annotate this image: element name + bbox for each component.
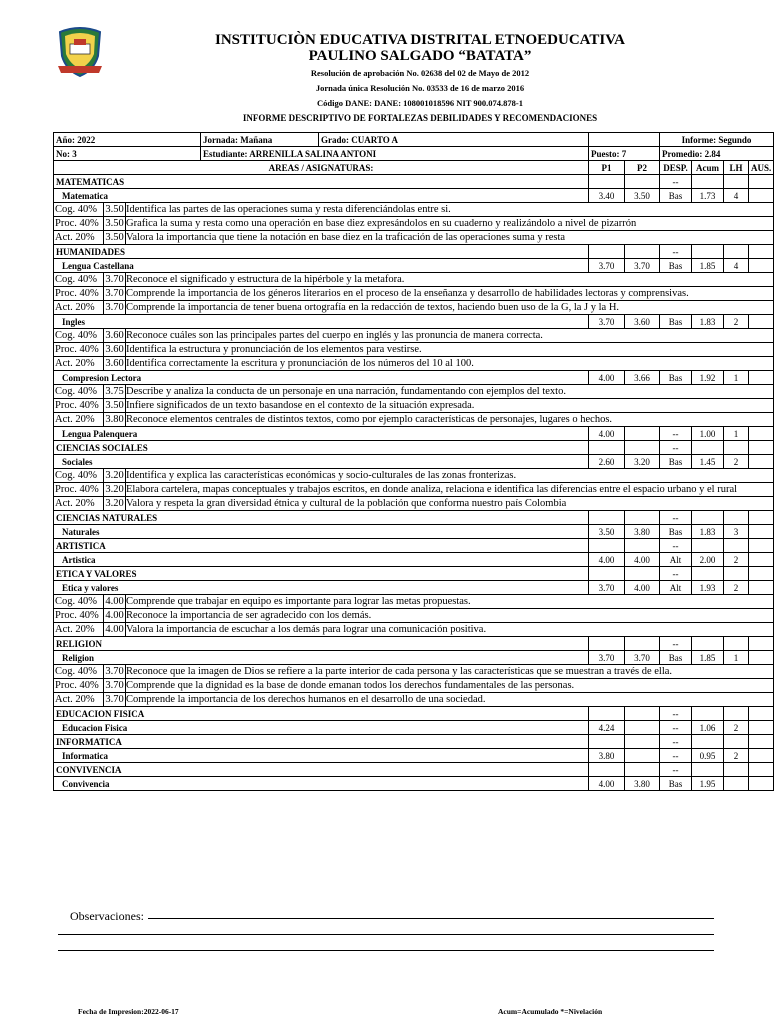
- descriptor-score: 3.60: [105, 357, 124, 369]
- dane-code-text: Código DANE: DANE: 108001018596 NIT 900.074.878-1: [317, 98, 523, 108]
- descriptor-weight: Act. 20%: [54, 357, 104, 371]
- acum-cell: 1.92: [692, 371, 724, 385]
- descriptor-weight: Proc. 40%: [54, 483, 104, 497]
- descriptor-score: 3.70: [105, 273, 124, 285]
- p1-cell: 3.70: [589, 259, 625, 273]
- p1-cell: 4.00: [589, 777, 625, 791]
- position-cell: Puesto: 7: [589, 147, 660, 161]
- descriptor-text: Comprende que la dignidad es la base de donde emanan todos los derechos fundamentales de las personas.: [126, 679, 774, 693]
- area-row: [54, 175, 774, 189]
- descriptor-text: Comprende que trabajar en equipo es importante para lograr las metas propuestas.: [126, 595, 774, 609]
- desp-cell: Bas: [660, 315, 692, 329]
- subject-row: [54, 455, 774, 469]
- descriptor-weight: Cog. 40%: [54, 385, 104, 399]
- descriptor-text: Grafica la suma y resta como una operación en base diez expresándolos en su cuaderno y realizándolo a nivel de pizarrón: [126, 217, 774, 231]
- lh-cell: 4: [724, 189, 749, 203]
- lh-cell: 4: [724, 259, 749, 273]
- p2-cell: [625, 511, 660, 525]
- aus-cell: [749, 441, 774, 455]
- subject-row: [54, 315, 774, 329]
- aus-cell: [749, 539, 774, 553]
- lh-cell: 1: [724, 427, 749, 441]
- desp-cell: --: [660, 749, 692, 763]
- p2-cell: 3.80: [625, 777, 660, 791]
- report-title: INFORME DESCRIPTIVO DE FORTALEZAS DEBILIDADES Y RECOMENDACIONES: [242, 113, 598, 123]
- acum-cell: [692, 511, 724, 525]
- desp-cell: --: [660, 567, 692, 581]
- descriptor-weight: Proc. 40%: [54, 343, 104, 357]
- aus-cell: [749, 749, 774, 763]
- aus-cell: [749, 455, 774, 469]
- p2-cell: 4.00: [625, 553, 660, 567]
- subject-name: Artistica: [54, 553, 589, 567]
- desp-cell: --: [660, 763, 692, 777]
- acum-cell: [692, 707, 724, 721]
- descriptor-weight: Proc. 40%: [54, 217, 104, 231]
- lh-header: LH: [724, 161, 749, 175]
- p1-cell: [589, 707, 625, 721]
- aus-cell: [749, 427, 774, 441]
- desp-cell: --: [660, 735, 692, 749]
- descriptor-row: [54, 343, 774, 357]
- lh-cell: [724, 539, 749, 553]
- descriptor-weight: Act. 20%: [54, 231, 104, 245]
- area-name: RELIGION: [54, 637, 589, 651]
- area-name: EDUCACION FISICA: [54, 707, 589, 721]
- lh-cell: 2: [724, 721, 749, 735]
- subject-row: [54, 721, 774, 735]
- p2-cell: [625, 245, 660, 259]
- desp-cell: Bas: [660, 371, 692, 385]
- jornada-resolution-text: Jornada única Resolución No. 03533 de 16 de marzo 2016: [315, 83, 525, 93]
- acum-cell: 0.95: [692, 749, 724, 763]
- descriptor-row: [54, 301, 774, 315]
- descriptor-score: 3.50: [105, 203, 124, 215]
- desp-cell: --: [660, 721, 692, 735]
- descriptor-text: Elabora cartelera, mapas conceptuales y trabajos escritos, en donde analiza, relaciona e identifica las diferencias entre el espacio urbano y el rural: [126, 483, 774, 497]
- report-period-cell: Informe: Segundo: [660, 133, 774, 147]
- subject-name: Matematica: [54, 189, 589, 203]
- aus-cell: [749, 553, 774, 567]
- subject-name: Etica y valores: [54, 581, 589, 595]
- aus-cell: [749, 315, 774, 329]
- subject-name: Lengua Castellana: [54, 259, 589, 273]
- descriptor-row: [54, 217, 774, 231]
- number-cell: No: 3: [54, 147, 201, 161]
- descriptor-weight: Act. 20%: [54, 413, 104, 427]
- descriptor-weight: Proc. 40%: [54, 679, 104, 693]
- descriptor-weight: Cog. 40%: [54, 665, 104, 679]
- desp-cell: --: [660, 175, 692, 189]
- subject-name: Lengua Palenquera: [54, 427, 589, 441]
- desp-cell: Bas: [660, 259, 692, 273]
- descriptor-row: [54, 385, 774, 399]
- descriptor-row: [54, 413, 774, 427]
- jornada-cell: Jornada: Mañana: [201, 133, 319, 147]
- area-name: HUMANIDADES: [54, 245, 589, 259]
- subject-row: [54, 651, 774, 665]
- descriptor-text: Reconoce elementos centrales de distintos textos, como por ejemplo características de personajes, lugares o hechos.: [126, 413, 774, 427]
- desp-cell: --: [660, 511, 692, 525]
- p2-cell: 3.70: [625, 651, 660, 665]
- descriptor-weight: Act. 20%: [54, 693, 104, 707]
- subject-row: [54, 259, 774, 273]
- aus-cell: [749, 371, 774, 385]
- acum-cell: 1.85: [692, 651, 724, 665]
- descriptor-weight: Proc. 40%: [54, 609, 104, 623]
- desp-cell: Alt: [660, 553, 692, 567]
- desp-cell: --: [660, 637, 692, 651]
- area-row: [54, 637, 774, 651]
- descriptor-row: [54, 609, 774, 623]
- lh-cell: [724, 567, 749, 581]
- p2-cell: [625, 567, 660, 581]
- desp-cell: Bas: [660, 525, 692, 539]
- p1-cell: [589, 637, 625, 651]
- desp-header: DESP.: [660, 161, 692, 175]
- subject-row: [54, 371, 774, 385]
- descriptor-weight: Proc. 40%: [54, 399, 104, 413]
- descriptor-text: Comprende la importancia de los géneros literarios en el proceso de la enseñanza y desarrollo de habilidades lectoras y comprensivas.: [126, 287, 774, 301]
- descriptor-row: [54, 399, 774, 413]
- lh-cell: [724, 707, 749, 721]
- subject-name: Compresion Lectora: [54, 371, 589, 385]
- aus-cell: [749, 651, 774, 665]
- acum-cell: 2.00: [692, 553, 724, 567]
- observations-line-2: [58, 934, 714, 935]
- descriptor-row: [54, 273, 774, 287]
- lh-cell: 1: [724, 651, 749, 665]
- descriptor-row: [54, 693, 774, 707]
- acum-cell: 1.93: [692, 581, 724, 595]
- descriptor-weight: Act. 20%: [54, 623, 104, 637]
- p1-cell: 3.80: [589, 749, 625, 763]
- aus-cell: [749, 581, 774, 595]
- subject-name: Ingles: [54, 315, 589, 329]
- acum-cell: 1.00: [692, 427, 724, 441]
- p1-cell: 4.00: [589, 427, 625, 441]
- aus-cell: [749, 245, 774, 259]
- legend-text: Acum=Acumulado *=Nivelación: [498, 1007, 603, 1016]
- lh-cell: 2: [724, 749, 749, 763]
- descriptor-score: 3.80: [105, 413, 124, 425]
- p2-cell: [625, 441, 660, 455]
- descriptor-weight: Proc. 40%: [54, 287, 104, 301]
- descriptor-text: Reconoce cuáles son las principales partes del cuerpo en inglés y las pronuncia de manera correcta.: [126, 329, 774, 343]
- aus-cell: [749, 189, 774, 203]
- descriptor-weight: Act. 20%: [54, 497, 104, 511]
- p1-cell: 4.00: [589, 371, 625, 385]
- acum-header: Acum: [692, 161, 724, 175]
- area-row: [54, 441, 774, 455]
- descriptor-score: 3.20: [105, 469, 124, 481]
- descriptor-text: Valora y respeta la gran diversidad étnica y cultural de la población que conforma nuestro país Colombia: [126, 497, 774, 511]
- p2-cell: 3.20: [625, 455, 660, 469]
- p1-cell: 3.50: [589, 525, 625, 539]
- desp-cell: --: [660, 707, 692, 721]
- aus-cell: [749, 511, 774, 525]
- subject-name: Educacion Fisica: [54, 721, 589, 735]
- acum-cell: [692, 763, 724, 777]
- p1-cell: [589, 567, 625, 581]
- descriptor-text: Comprende la importancia de tener buena ortografía en la redacción de textos, haciendo buen uso de la G, la J y la H.: [126, 301, 774, 315]
- descriptor-text: Reconoce que la imagen de Dios se refiere a la parte interior de cada persona y las características que se muestran a través de ella.: [126, 665, 774, 679]
- p2-cell: [625, 175, 660, 189]
- descriptor-weight: Act. 20%: [54, 301, 104, 315]
- descriptor-weight: Cog. 40%: [54, 469, 104, 483]
- descriptor-score: 3.70: [105, 287, 124, 299]
- year-cell: Año: 2022: [54, 133, 201, 147]
- descriptor-score: 3.20: [105, 483, 124, 495]
- descriptor-text: Infiere significados de un texto basandose en el contexto de la situación expresada.: [126, 399, 774, 413]
- descriptor-text: Identifica y explica las características económicas y socio-culturales de las zonas fronterizas.: [126, 469, 774, 483]
- p2-cell: 3.50: [625, 189, 660, 203]
- area-name: CIENCIAS NATURALES: [54, 511, 589, 525]
- descriptor-score: 3.70: [105, 301, 124, 313]
- student-cell: Estudiante: ARRENILLA SALINA ANTONI: [201, 147, 589, 161]
- area-name: ARTISTICA: [54, 539, 589, 553]
- p1-cell: 3.70: [589, 651, 625, 665]
- acum-cell: 1.45: [692, 455, 724, 469]
- acum-cell: 1.83: [692, 315, 724, 329]
- lh-cell: 2: [724, 581, 749, 595]
- descriptor-score: 3.60: [105, 343, 124, 355]
- descriptor-score: 3.70: [105, 693, 124, 705]
- descriptor-text: Valora la importancia de escuchar a los demás para lograr una comunicación positiva.: [126, 623, 774, 637]
- p1-cell: 4.00: [589, 553, 625, 567]
- lh-cell: 2: [724, 455, 749, 469]
- desp-cell: Bas: [660, 777, 692, 791]
- lh-cell: [724, 245, 749, 259]
- descriptor-text: Identifica la estructura y pronunciación de los elementos para vestirse.: [126, 343, 774, 357]
- desp-cell: --: [660, 245, 692, 259]
- acum-cell: 1.95: [692, 777, 724, 791]
- area-name: INFORMATICA: [54, 735, 589, 749]
- descriptor-text: Comprende la importancia de los derechos humanos en el desarrollo de una sociedad.: [126, 693, 774, 707]
- descriptor-score: 3.70: [105, 665, 124, 677]
- p1-cell: [589, 735, 625, 749]
- aus-cell: [749, 175, 774, 189]
- area-row: [54, 567, 774, 581]
- desp-cell: Bas: [660, 189, 692, 203]
- observations-label: Observaciones:: [70, 909, 144, 923]
- acum-cell: [692, 245, 724, 259]
- area-row: [54, 245, 774, 259]
- institution-name: INSTITUCIÒN EDUCATIVA DISTRITAL ETNOEDUCATIVA: [215, 32, 625, 48]
- descriptor-text: Valora la importancia que tiene la notación en base diez en la traficación de las operaciones suma y resta: [126, 231, 774, 245]
- acum-cell: [692, 735, 724, 749]
- areas-header: AREAS / ASIGNATURAS:: [54, 161, 589, 175]
- subject-row: [54, 525, 774, 539]
- descriptor-row: [54, 329, 774, 343]
- descriptor-row: [54, 203, 774, 217]
- p1-cell: [589, 245, 625, 259]
- descriptor-row: [54, 483, 774, 497]
- acum-cell: [692, 175, 724, 189]
- descriptor-score: 3.50: [105, 399, 124, 411]
- aus-header: AUS.: [749, 161, 774, 175]
- descriptor-row: [54, 497, 774, 511]
- descriptor-row: [54, 287, 774, 301]
- desp-cell: Bas: [660, 455, 692, 469]
- descriptor-row: [54, 679, 774, 693]
- subject-row: [54, 427, 774, 441]
- area-row: [54, 539, 774, 553]
- descriptor-text: Reconoce el significado y estructura de la hipérbole y la metafora.: [126, 273, 774, 287]
- area-row: [54, 707, 774, 721]
- acum-cell: [692, 539, 724, 553]
- aus-cell: [749, 777, 774, 791]
- lh-cell: [724, 763, 749, 777]
- descriptor-text: Describe y analiza la conducta de un personaje en una narración, fundamentando con ejemplos del texto.: [126, 385, 774, 399]
- p2-cell: [625, 763, 660, 777]
- descriptor-row: [54, 595, 774, 609]
- lh-cell: [724, 637, 749, 651]
- aus-cell: [749, 707, 774, 721]
- school-crest-logo: [54, 26, 106, 78]
- acum-cell: [692, 637, 724, 651]
- aus-cell: [749, 721, 774, 735]
- descriptor-text: Reconoce la importancia de ser agradecido con los demás.: [126, 609, 774, 623]
- descriptor-weight: Cog. 40%: [54, 203, 104, 217]
- p1-cell: 4.24: [589, 721, 625, 735]
- p2-cell: [625, 749, 660, 763]
- subject-name: Convivencia: [54, 777, 589, 791]
- descriptor-row: [54, 357, 774, 371]
- p2-cell: [625, 539, 660, 553]
- p1-cell: [589, 763, 625, 777]
- acum-cell: 1.73: [692, 189, 724, 203]
- resolution-text: Resolución de aprobación No. 02638 del 02 de Mayo de 2012: [310, 68, 530, 78]
- area-name: MATEMATICAS: [54, 175, 589, 189]
- desp-cell: --: [660, 427, 692, 441]
- p1-cell: 3.70: [589, 315, 625, 329]
- p2-cell: [625, 427, 660, 441]
- subject-row: [54, 581, 774, 595]
- lh-cell: [724, 511, 749, 525]
- area-name: CIENCIAS SOCIALES: [54, 441, 589, 455]
- p1-cell: [589, 441, 625, 455]
- descriptor-row: [54, 469, 774, 483]
- descriptor-weight: Cog. 40%: [54, 273, 104, 287]
- grades-table: [53, 132, 774, 791]
- average-cell: Promedio: 2.84: [660, 147, 774, 161]
- lh-cell: [724, 175, 749, 189]
- p2-cell: [625, 721, 660, 735]
- desp-cell: --: [660, 539, 692, 553]
- subject-row: [54, 749, 774, 763]
- lh-cell: [724, 735, 749, 749]
- descriptor-row: [54, 231, 774, 245]
- subject-row: [54, 189, 774, 203]
- descriptor-row: [54, 623, 774, 637]
- p1-cell: [589, 175, 625, 189]
- p2-cell: [625, 735, 660, 749]
- area-row: [54, 511, 774, 525]
- descriptor-text: Identifica las partes de las operaciones suma y resta diferenciándolas entre si.: [126, 203, 774, 217]
- desp-cell: Bas: [660, 651, 692, 665]
- grade-cell: Grado: CUARTO A: [319, 133, 589, 147]
- p1-cell: 3.70: [589, 581, 625, 595]
- subject-name: Religion: [54, 651, 589, 665]
- aus-cell: [749, 763, 774, 777]
- p2-cell: 3.60: [625, 315, 660, 329]
- area-name: ETICA Y VALORES: [54, 567, 589, 581]
- aus-cell: [749, 637, 774, 651]
- p1-cell: 2.60: [589, 455, 625, 469]
- lh-cell: 2: [724, 553, 749, 567]
- aus-cell: [749, 735, 774, 749]
- descriptor-score: 3.20: [105, 497, 124, 509]
- area-name: CONVIVENCIA: [54, 763, 589, 777]
- descriptor-text: Identifica correctamente la escritura y pronunciación de los números del 10 al 100.: [126, 357, 774, 371]
- aus-cell: [749, 567, 774, 581]
- p2-cell: 3.80: [625, 525, 660, 539]
- p1-header: P1: [589, 161, 625, 175]
- p1-cell: [589, 539, 625, 553]
- subject-name: Naturales: [54, 525, 589, 539]
- descriptor-weight: Cog. 40%: [54, 595, 104, 609]
- subject-name: Informatica: [54, 749, 589, 763]
- acum-cell: [692, 567, 724, 581]
- desp-cell: --: [660, 441, 692, 455]
- lh-cell: [724, 777, 749, 791]
- aus-cell: [749, 525, 774, 539]
- area-row: [54, 763, 774, 777]
- p2-header: P2: [625, 161, 660, 175]
- subject-row: [54, 553, 774, 567]
- p2-cell: 3.70: [625, 259, 660, 273]
- p1-cell: [589, 511, 625, 525]
- p2-cell: 4.00: [625, 581, 660, 595]
- descriptor-score: 4.00: [105, 609, 124, 621]
- print-date: Fecha de Impresion:2022-06-17: [78, 1007, 179, 1016]
- acum-cell: [692, 441, 724, 455]
- descriptor-weight: Cog. 40%: [54, 329, 104, 343]
- p2-cell: [625, 637, 660, 651]
- observations-line-3: [58, 950, 714, 951]
- p2-cell: 3.66: [625, 371, 660, 385]
- descriptor-score: 3.75: [105, 385, 124, 397]
- descriptor-score: 4.00: [105, 623, 124, 635]
- lh-cell: 3: [724, 525, 749, 539]
- p2-cell: [625, 707, 660, 721]
- lh-cell: 1: [724, 371, 749, 385]
- lh-cell: [724, 441, 749, 455]
- p1-cell: 3.40: [589, 189, 625, 203]
- desp-cell: Alt: [660, 581, 692, 595]
- lh-cell: 2: [724, 315, 749, 329]
- subject-name: Sociales: [54, 455, 589, 469]
- acum-cell: 1.83: [692, 525, 724, 539]
- descriptor-score: 3.70: [105, 679, 124, 691]
- descriptor-score: 3.50: [105, 231, 124, 243]
- subject-row: [54, 777, 774, 791]
- descriptor-score: 4.00: [105, 595, 124, 607]
- descriptor-score: 3.50: [105, 217, 124, 229]
- descriptor-score: 3.60: [105, 329, 124, 341]
- area-row: [54, 735, 774, 749]
- observations-line-1: [148, 918, 714, 919]
- acum-cell: 1.06: [692, 721, 724, 735]
- acum-cell: 1.85: [692, 259, 724, 273]
- descriptor-row: [54, 665, 774, 679]
- aus-cell: [749, 259, 774, 273]
- school-name: PAULINO SALGADO “BATATA”: [308, 48, 532, 64]
